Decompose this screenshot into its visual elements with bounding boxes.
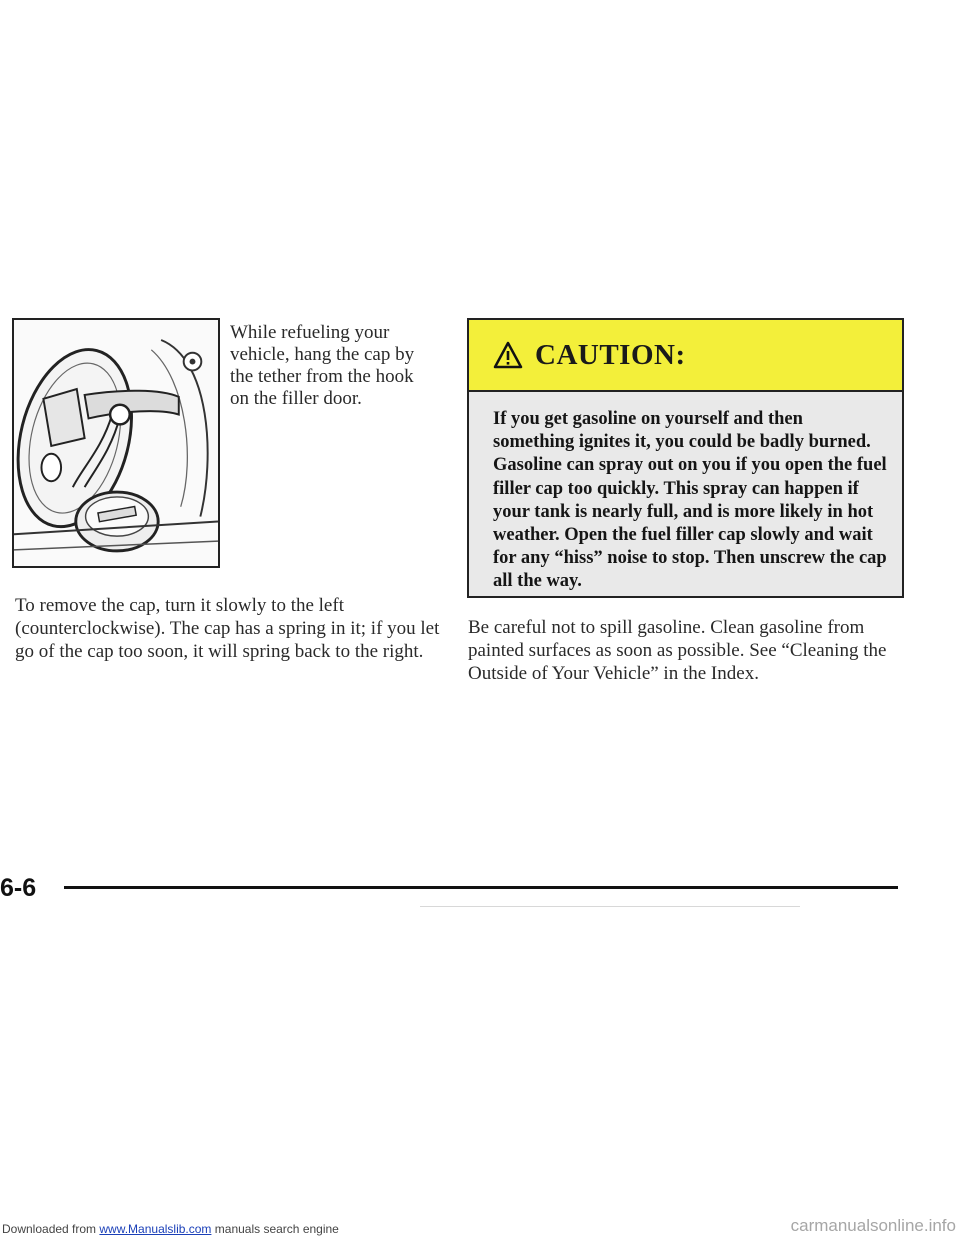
page-number: 6-6 bbox=[0, 874, 37, 902]
footer-rule bbox=[64, 886, 898, 889]
manualslib-link[interactable]: www.Manualslib.com bbox=[99, 1222, 212, 1236]
caution-title: CAUTION: bbox=[535, 338, 686, 371]
caution-text: If you get gasoline on yourself and then something ignites it, you could be badly burned. Gasoline can spray out on you if you open the fuel filler cap too quickly. This spray can happen if your tank is nearly full, and is more likely in hot weather. Open the fuel filler cap slowly and wait for any “hiss” noise to stop. Then unscrew the cap all the way. bbox=[493, 409, 887, 592]
watermark: carmanualsonline.info bbox=[790, 1216, 956, 1235]
fuel-cap-drawing bbox=[14, 320, 218, 566]
figure-caption: While refueling your vehicle, hang the cap by the tether from the hook on the filler door. bbox=[230, 322, 415, 409]
warning-triangle-icon bbox=[493, 341, 523, 369]
footer-rule-faint bbox=[420, 906, 800, 907]
spill-paragraph: Be careful not to spill gasoline. Clean gasoline from painted surfaces as soon as possible. See “Cleaning the Outside of Your Vehicle” in the Index. bbox=[468, 617, 887, 684]
source-prefix: Downloaded from bbox=[2, 1222, 100, 1236]
caution-box bbox=[467, 318, 904, 598]
cap-removal-paragraph: To remove the cap, turn it slowly to the left (counterclockwise). The cap has a spring in it; if you let go of the cap too soon, it will spring back to the right. bbox=[15, 595, 440, 662]
source-line bbox=[2, 1222, 339, 1236]
source-suffix: manuals search engine bbox=[211, 1222, 339, 1236]
fuel-cap-illustration bbox=[12, 318, 220, 568]
caution-header bbox=[469, 320, 902, 392]
